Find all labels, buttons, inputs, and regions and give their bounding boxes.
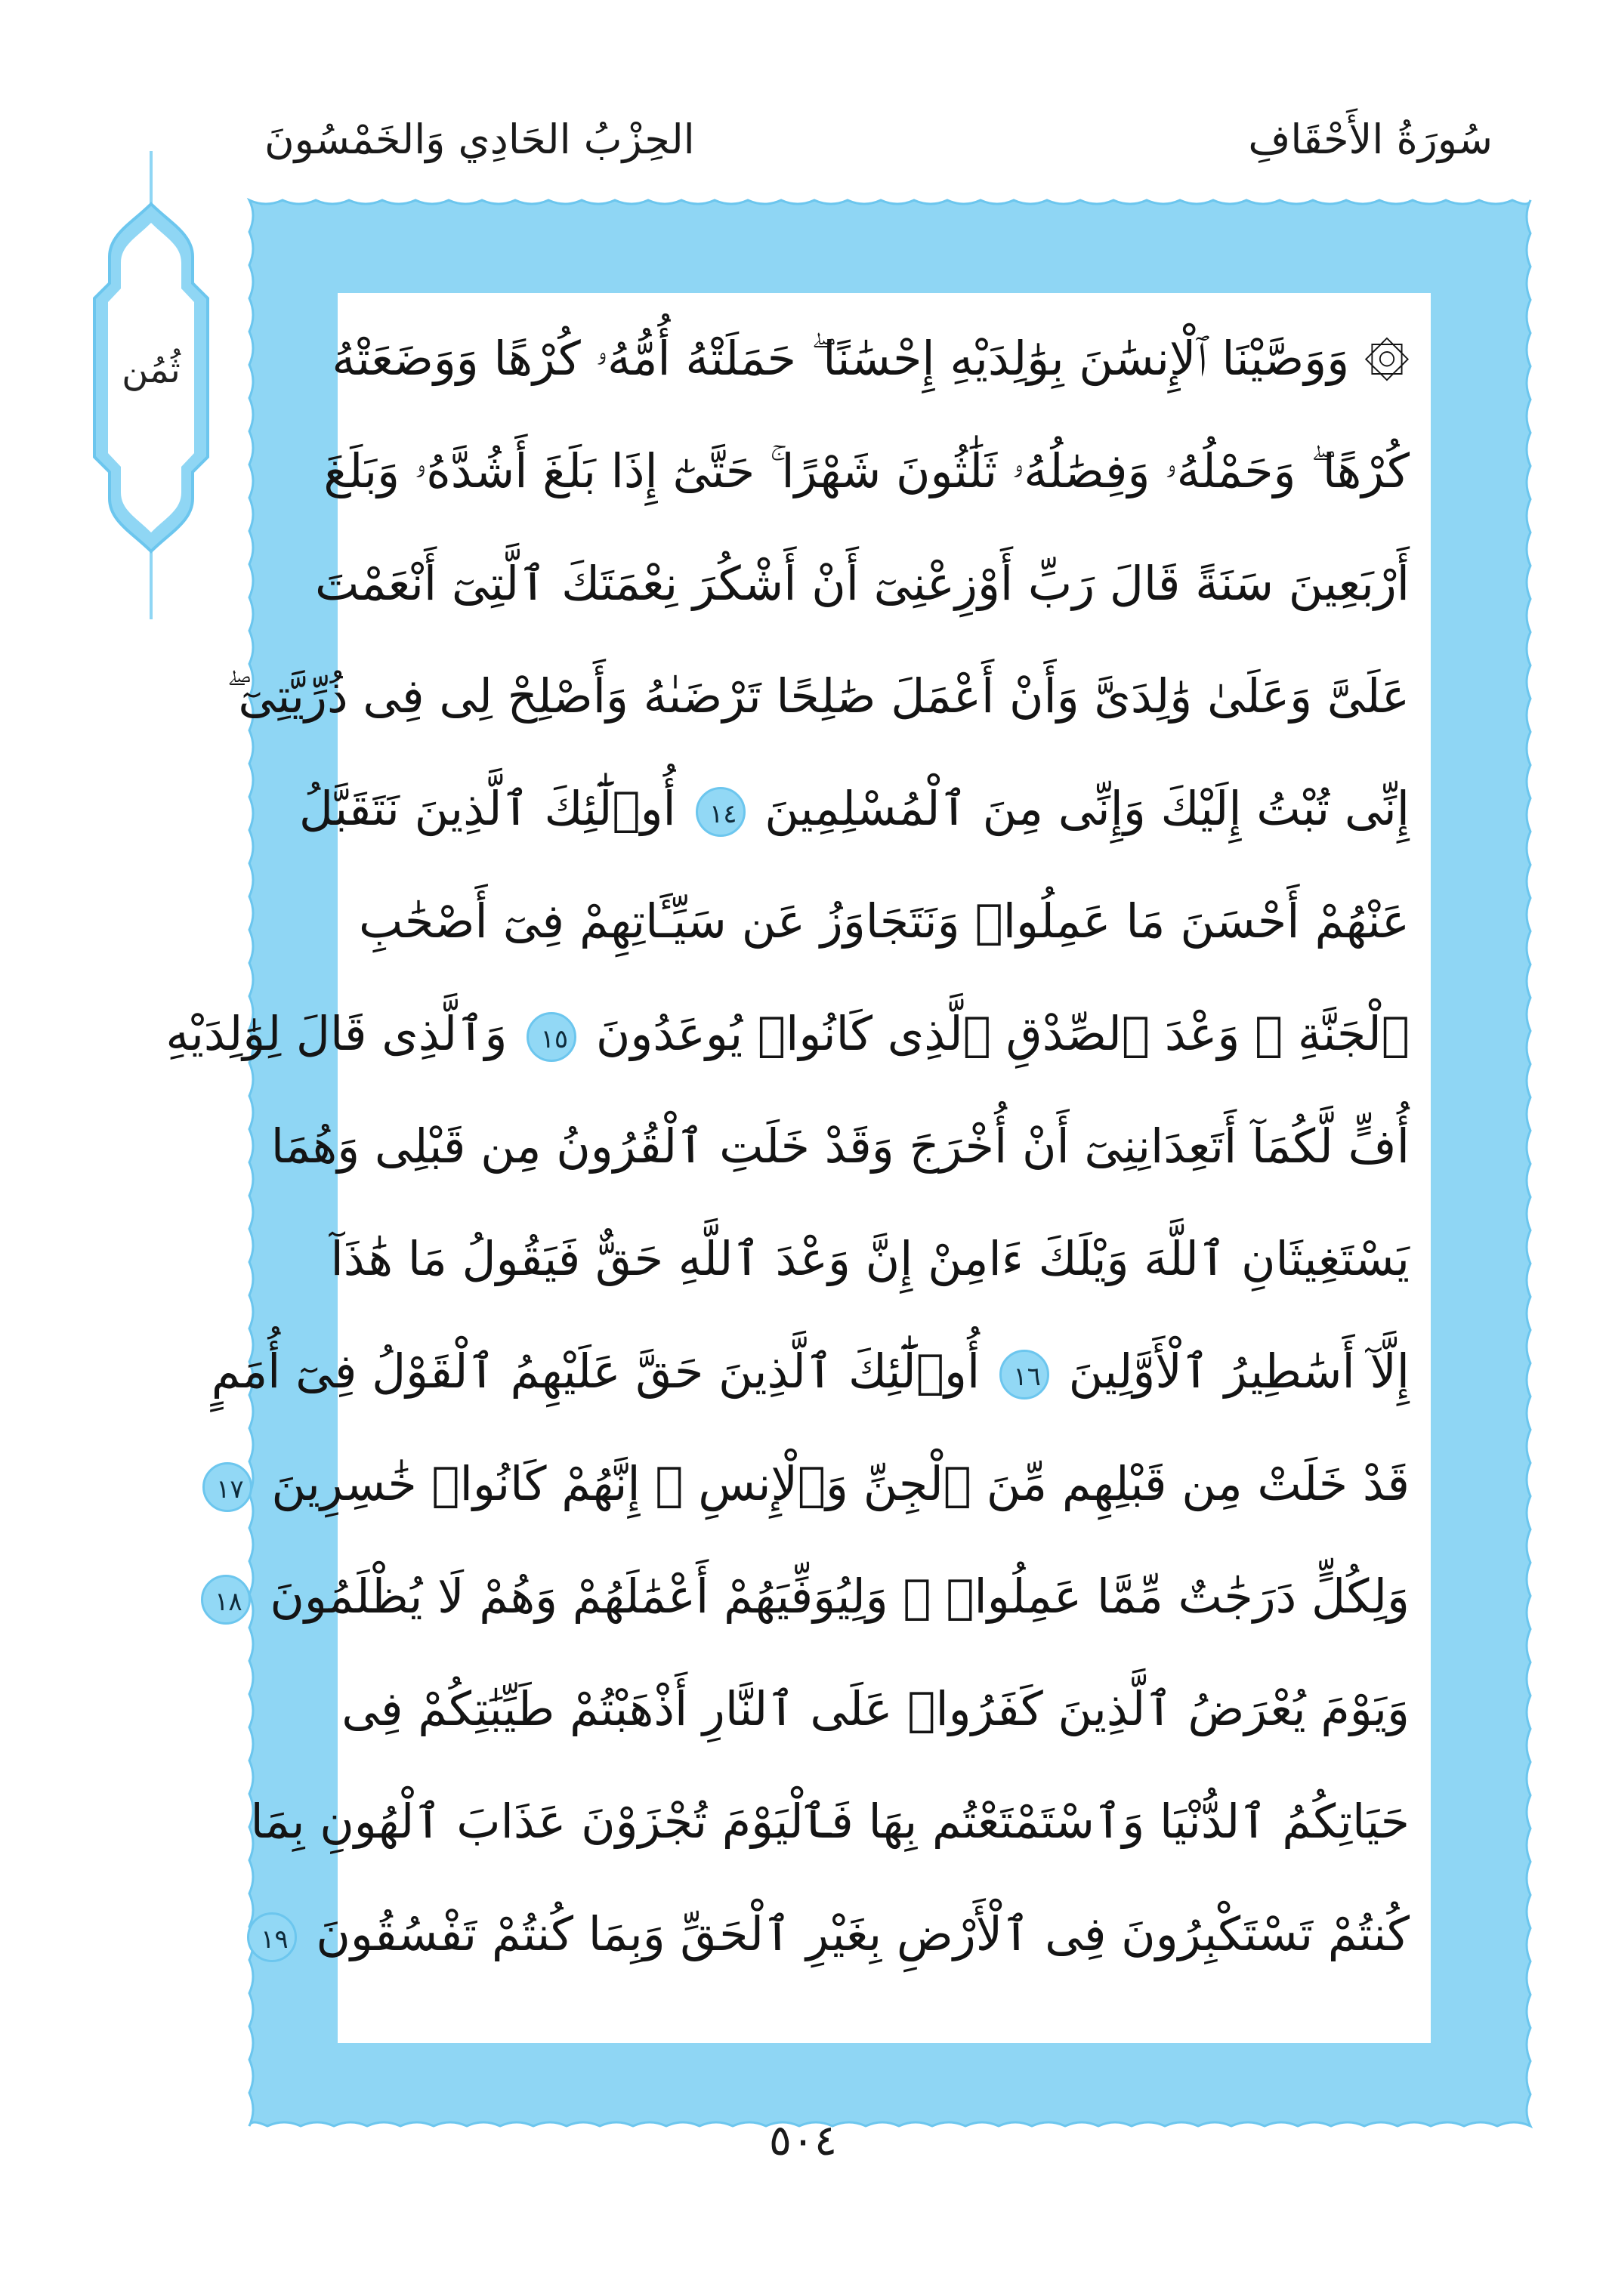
- verse-text: وَٱلَّذِى قَالَ لِوَٰلِدَيْهِ: [165, 1006, 508, 1061]
- verse-text: إِنِّى تُبْتُ إِلَيْكَ وَإِنِّى مِنَ ٱلْمُسْلِمِينَ: [764, 781, 1410, 836]
- verse-line: [298, 761, 1431, 856]
- ayah-number-marker: ١٨: [201, 1575, 251, 1625]
- verse-line: [216, 1437, 1431, 1532]
- quran-text-panel: [165, 293, 1431, 2043]
- verse-text: حَيَاتِكُمُ ٱلدُّنْيَا وَٱسْتَمْتَعْتُم بِهَا فَٱلْيَوْمَ تُجْزَوْنَ عَذَابَ ٱلْهُونِ بِمَا: [250, 1794, 1410, 1849]
- verse-line: [250, 1774, 1431, 1869]
- verse-line: [270, 1099, 1431, 1194]
- verse-text: أُو۟لَٰٓئِكَ ٱلَّذِينَ نَتَقَبَّلُ: [298, 781, 676, 836]
- verse-text: يَسْتَغِيثَانِ ٱللَّهَ وَيْلَكَ ءَامِنْ إِنَّ وَعْدَ ٱللَّهِ حَقٌّ فَيَقُولُ مَا هَٰذَآ: [330, 1231, 1410, 1286]
- page-number: ٥٠٤: [768, 2116, 838, 2165]
- verse-line: [323, 424, 1431, 519]
- verse-text: كُرْهًا ۖ وَحَمْلُهُۥ وَفِصَٰلُهُۥ ثَلَٰثُونَ شَهْرًا ۚ حَتَّىٰٓ إِذَا بَلَغَ أَشُدَّهُۥ وَبَلَغَ: [323, 443, 1410, 498]
- verse-text: عَنْهُمْ أَحْسَنَ مَا عَمِلُوا۟ وَنَتَجَاوَزُ عَن سَيِّـَٔاتِهِمْ فِىٓ أَصْحَٰبِ: [359, 893, 1410, 949]
- verse-line: [315, 536, 1431, 631]
- verse-text: وَيَوْمَ يُعْرَضُ ٱلَّذِينَ كَفَرُوا۟ عَلَى ٱلنَّارِ أَذْهَبْتُمْ طَيِّبَٰتِكُمْ فِى: [341, 1681, 1410, 1736]
- hizb-title: الحِزْبُ الحَادِي وَالخَمْسُونَ: [264, 116, 695, 163]
- verse-text: كُنتُمْ تَسْتَكْبِرُونَ فِى ٱلْأَرْضِ بِغَيْرِ ٱلْحَقِّ وَبِمَا كُنتُمْ تَفْسُقُونَ: [316, 1906, 1410, 1961]
- verse-text: أُو۟لَٰٓئِكَ ٱلَّذِينَ حَقَّ عَلَيْهِمُ ٱلْقَوْلُ فِىٓ أُمَمٍ: [211, 1344, 981, 1399]
- verse-text: أَرْبَعِينَ سَنَةً قَالَ رَبِّ أَوْزِعْنِىٓ أَنْ أَشْكُرَ نِعْمَتَكَ ٱلَّتِىٓ أَنْعَمْتَ: [315, 556, 1410, 611]
- thumn-label: ثُمُن: [122, 349, 181, 391]
- verse-text: قَدْ خَلَتْ مِن قَبْلِهِم مِّنَ ٱلْجِنِّ وَٱلْإِنسِ ۖ إِنَّهُمْ كَانُوا۟ خَٰسِرِينَ: [271, 1456, 1410, 1511]
- ayah-number-marker: ١٤: [696, 787, 746, 837]
- ayah-number-marker: ١٧: [202, 1462, 252, 1512]
- verse-line: [226, 649, 1431, 744]
- ayah-number-marker: ١٦: [999, 1350, 1049, 1400]
- verse-line: [211, 1324, 1431, 1419]
- verse-text: عَلَىَّ وَعَلَىٰ وَٰلِدَىَّ وَأَنْ أَعْمَلَ صَٰلِحًا تَرْضَىٰهُ وَأَصْلِحْ لِى فِى ذُرِّيَّتِىٓ ۖ: [226, 668, 1410, 724]
- verse-line: [330, 1211, 1431, 1307]
- verse-line: [165, 986, 1431, 1082]
- verse-text: وَلِكُلٍّ دَرَجَٰتٌ مِّمَّا عَمِلُوا۟ ۖ وَلِيُوَفِّيَهُمْ أَعْمَٰلَهُمْ وَهُمْ لَا يُظْلَمُونَ: [270, 1569, 1410, 1624]
- surah-title: سُورَةُ الأَحْقَافِ: [1248, 116, 1493, 163]
- verse-line: [338, 1662, 1431, 1757]
- verse-line: [338, 874, 1431, 969]
- verse-line: [261, 1887, 1431, 1982]
- verse-text: ٱلْجَنَّةِ ۖ وَعْدَ ٱلصِّدْقِ ٱلَّذِى كَانُوا۟ يُوعَدُونَ: [595, 1006, 1410, 1061]
- verse-text: ۞ وَوَصَّيْنَا ٱلْإِنسَٰنَ بِوَٰلِدَيْهِ إِحْسَٰنًا ۖ حَمَلَتْهُ أُمُّهُۥ كُرْهًا وَوَضَعَتْهُ: [332, 331, 1410, 386]
- ayah-number-marker: ١٩: [247, 1912, 297, 1962]
- verse-text: أُفٍّ لَّكُمَآ أَتَعِدَانِنِىٓ أَنْ أُخْرَجَ وَقَدْ خَلَتِ ٱلْقُرُونُ مِن قَبْلِى وَهُمَا: [270, 1119, 1410, 1174]
- verse-line: [332, 311, 1431, 406]
- ayah-number-marker: ١٥: [527, 1012, 576, 1062]
- verse-line: [215, 1549, 1431, 1644]
- verse-text: إِلَّآ أَسَٰطِيرُ ٱلْأَوَّلِينَ: [1068, 1344, 1410, 1399]
